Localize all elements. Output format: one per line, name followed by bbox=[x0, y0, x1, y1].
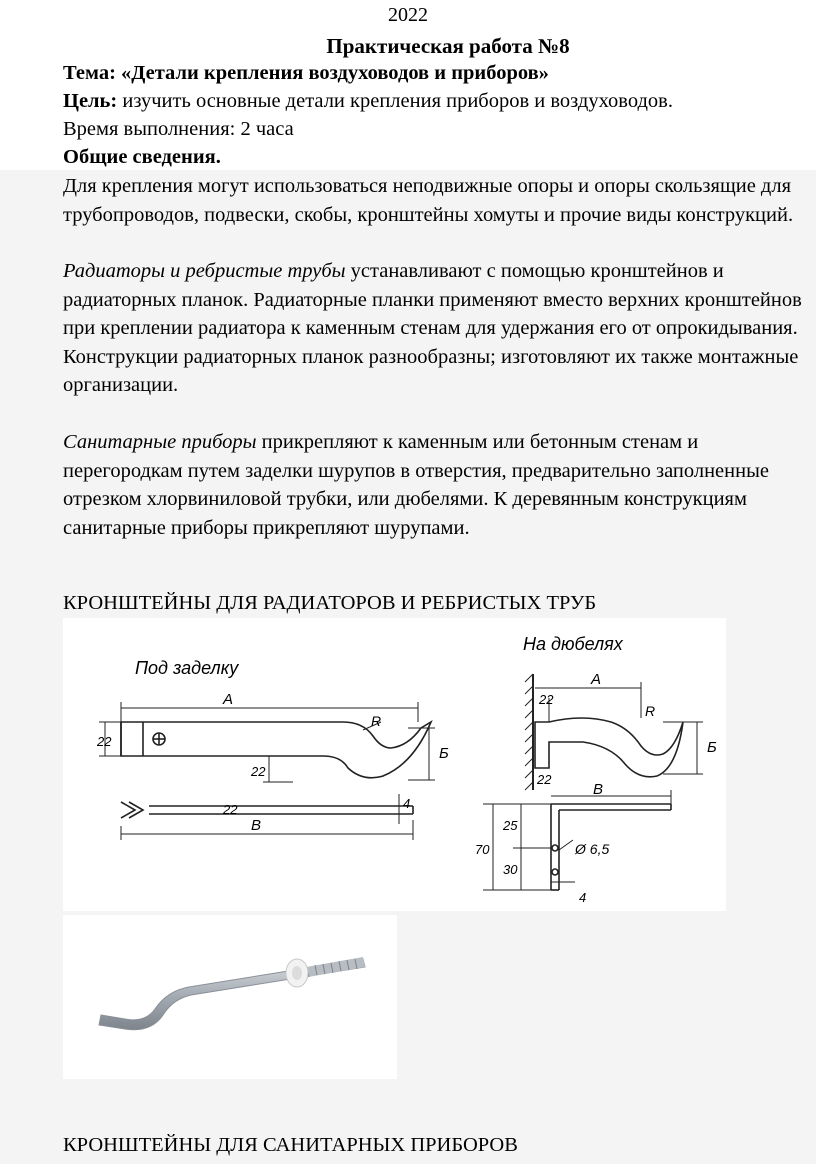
sanitary-term: Санитарные приборы bbox=[63, 431, 257, 453]
goal-text: изучить основные детали крепления приборов и воздуховодов. bbox=[122, 90, 673, 112]
dim-b-right: В bbox=[593, 781, 604, 798]
dim-diameter: Ø 6,5 bbox=[575, 841, 610, 857]
document-year: 2022 bbox=[388, 4, 428, 26]
dim-a-right: А bbox=[591, 671, 602, 688]
topic-label: Тема: bbox=[63, 62, 116, 84]
time-line: Время выполнения: 2 часа bbox=[63, 118, 294, 140]
goal-label: Цель: bbox=[63, 90, 118, 112]
label-under-embedding: Под заделку bbox=[135, 658, 239, 678]
document-title: Практическая работа №8 bbox=[326, 34, 570, 58]
sanitary-text: прикрепляют к каменным или бетонным стенам и перегородкам путем заделки шурупов в отверстия, предварительно заполненные отрезком хлорвиниловой трубки, или дюбелями. К деревянным конструкциям санитарные приборы прикрепляют шурупами. bbox=[63, 431, 769, 539]
dim-22-right-top: 22 bbox=[539, 692, 554, 707]
dim-25: 25 bbox=[503, 818, 518, 833]
section-radiator-brackets: КРОНШТЕЙНЫ ДЛЯ РАДИАТОРОВ И РЕБРИСТЫХ ТРУБ bbox=[63, 592, 597, 614]
bracket-photo-svg bbox=[63, 915, 397, 1079]
goal-line bbox=[63, 87, 813, 116]
dim-22-right-bottom: 22 bbox=[537, 772, 552, 787]
radiators-text: устанавливают с помощью кронштейнов и радиаторных планок. Радиаторные планки применяют вместо верхних кронштейнов при креплении радиатора к каменным стенам для удержания его от опрокидывания. Конструкции радиаторных планок разнообразны; изготовляют их также монтажные организации. bbox=[63, 260, 802, 396]
bracket-drawing-svg bbox=[63, 618, 726, 911]
paragraph-sanitary bbox=[63, 428, 813, 542]
dim-30: 30 bbox=[503, 862, 518, 877]
dim-bh-left: Б bbox=[439, 745, 449, 762]
dim-4-right: 4 bbox=[579, 890, 587, 905]
dim-bh-right: Б bbox=[707, 739, 717, 756]
dim-22-plan: 22 bbox=[223, 802, 238, 817]
paragraph-radiators bbox=[63, 257, 813, 400]
section-sanitary-brackets: КРОНШТЕЙНЫ ДЛЯ САНИТАРНЫХ ПРИБОРОВ bbox=[63, 1134, 518, 1156]
dim-70: 70 bbox=[475, 842, 490, 857]
dim-radius-right: R bbox=[645, 703, 656, 719]
general-heading: Общие сведения. bbox=[63, 146, 221, 168]
dim-22-left: 22 bbox=[97, 734, 112, 749]
dim-22-lower: 22 bbox=[251, 764, 266, 779]
paragraph-fastening: Для крепления могут использоваться неподвижные опоры и опоры скользящие для трубопроводов, подвески, скобы, кронштейны хомуты и прочие виды конструкций. bbox=[63, 175, 794, 226]
topic-line bbox=[63, 59, 813, 88]
dim-a-left: А bbox=[223, 691, 234, 708]
radiators-term: Радиаторы и ребристые трубы bbox=[63, 260, 346, 282]
bracket-photo bbox=[63, 915, 397, 1079]
dim-radius-left: R bbox=[371, 713, 382, 729]
label-on-dowels: На дюбелях bbox=[523, 634, 623, 654]
dim-b-left: В bbox=[251, 817, 262, 834]
bracket-drawing bbox=[63, 618, 726, 911]
topic-text: «Детали крепления воздуховодов и приборов» bbox=[121, 62, 549, 84]
dim-4-left: 4 bbox=[403, 796, 411, 811]
